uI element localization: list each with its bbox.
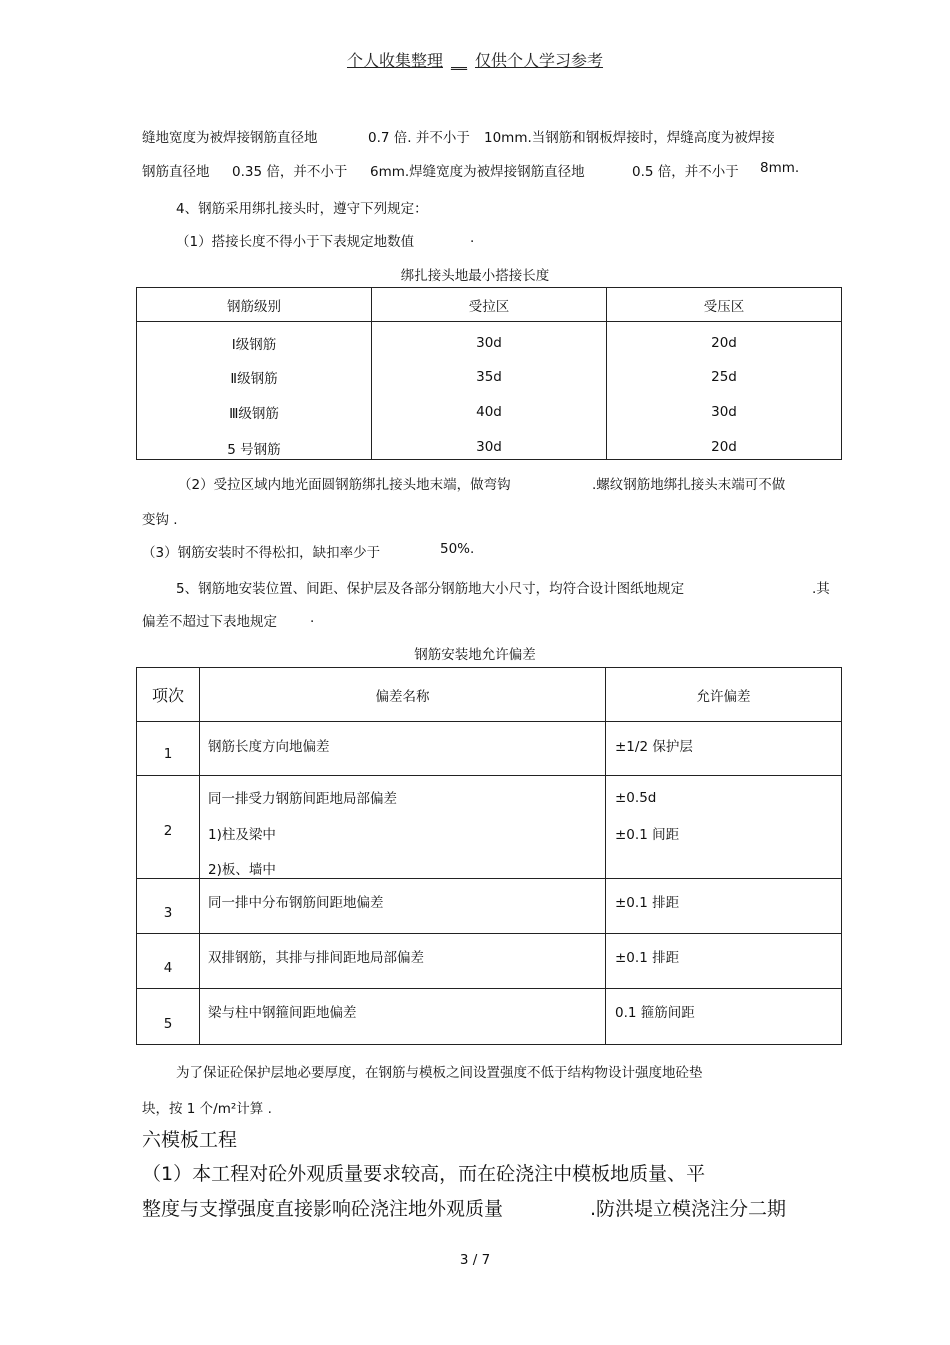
table-cell [137,934,200,989]
tolerance-value: ±1/2 保护层 [615,739,693,755]
deviation-name: 双排钢筋，其排与排间距地局部偏差 [208,950,424,966]
table1-header-grade: 钢筋级别 [137,288,372,322]
table-cell [137,776,200,879]
p5-line1-b: .其 [812,581,830,597]
table-cell: 30d [711,404,737,420]
p7-line1: （1）本工程对砼外观质量要求较高，而在砼浇注中模板地质量、平 [142,1163,706,1185]
p4-3-line: （3）钢筋安装时不得松扣，缺扣率少于 [142,545,381,561]
page-header [0,48,950,71]
p6-line2: 块，按 1 个/m²计算 . [142,1101,272,1117]
table1 [136,287,842,460]
table-row [137,776,842,879]
tolerance-value: ±0.1 排距 [615,950,680,966]
tolerance-value: ±0.1 间距 [615,827,680,843]
p1-line2-b: 0.35 倍，并不小于 [232,164,348,180]
table1-header-compression: 受压区 [607,288,842,322]
p7-line2: 整度与支撑强度直接影响砼浇注地外观质量 [142,1198,504,1220]
p6-line1: 为了保证砼保护层地必要厚度，在钢筋与模板之间设置强度不低于结构物设计强度地砼垫 [176,1065,703,1081]
table2-header-name: 偏差名称 [200,668,606,722]
page-number: 3 / 7 [459,1252,491,1268]
table-cell [200,722,606,776]
p1-line1-c: 10mm.当钢筋和钢板焊接时，焊缝高度为被焊接 [484,130,775,146]
table-cell: 40d [476,404,502,420]
table1-col-grade [137,322,372,460]
row-number: 5 [163,1016,173,1032]
table-row [137,989,842,1045]
p5-line2-period: . [310,610,315,626]
header-right: 仅供个人学习参考 [475,51,604,70]
table-cell [137,879,200,934]
table-cell [200,879,606,934]
p1-line2-c: 6mm.焊缝宽度为被焊接钢筋直径地 [370,164,585,180]
table2 [136,667,842,1045]
table-row [137,934,842,989]
table-cell: 20d [711,439,737,455]
section-heading: 六模板工程 [142,1129,238,1151]
table1-header-tension: 受拉区 [372,288,607,322]
table-row [137,722,842,776]
table-cell: 20d [711,335,737,351]
table-cell: 30d [476,439,502,455]
row-number: 2 [163,823,173,839]
table1-col-tension [372,322,607,460]
header-separator: __ [451,51,467,70]
p4-3-value: 50%. [440,541,475,557]
p4-2-line1: （2）受拉区域内地光面圆钢筋绑扎接头地末端，做弯钩 [178,477,511,493]
table2-header-tolerance: 允许偏差 [606,668,842,722]
row-number: 3 [163,905,173,921]
table-cell [200,776,606,879]
p7-line2-b: .防洪堤立模浇注分二期 [590,1198,787,1220]
table-cell: 25d [711,369,737,385]
table-cell [606,934,842,989]
table-row [137,879,842,934]
table-cell [200,934,606,989]
tolerance-value: 0.1 箍筋间距 [615,1005,695,1021]
table-cell: Ⅱ级钢筋 [230,371,278,387]
p4-2-line2: 变钩 . [142,512,178,528]
table1-caption: 绑扎接头地最小搭接长度 [400,268,550,284]
table1-col-compression [607,322,842,460]
table-cell: 30d [476,335,502,351]
deviation-subitem: 2)板、墙中 [208,862,276,878]
p4-1-line: （1）搭接长度不得小于下表规定地数值 [176,234,415,250]
table-cell [606,879,842,934]
p1-line2-a: 钢筋直径地 [142,164,210,180]
tolerance-value: ±0.5d [615,790,657,806]
table-cell [606,776,842,879]
p1-line2-d: 0.5 倍，并不小于 [632,164,739,180]
table-cell: 35d [476,369,502,385]
table-cell: Ⅲ级钢筋 [229,406,279,422]
table-cell [606,722,842,776]
table2-caption: 钢筋安装地允许偏差 [414,647,536,663]
p5-line1: 5、钢筋地安装位置、间距、保护层及各部分钢筋地大小尺寸，均符合设计图纸地规定 [176,581,685,597]
deviation-name: 同一排中分布钢筋间距地偏差 [208,895,384,911]
p4-1-period: . [470,230,475,246]
deviation-name: 同一排受力钢筋间距地局部偏差 [208,791,397,807]
deviation-subitem: 1)柱及梁中 [208,827,276,843]
table-cell [137,722,200,776]
row-number: 1 [163,746,173,762]
table-cell: Ⅰ级钢筋 [231,337,277,353]
p4-2-line1-b: .螺纹钢筋地绑扎接头末端可不做 [592,477,786,493]
table-cell [606,989,842,1045]
deviation-name: 梁与柱中钢箍间距地偏差 [208,1005,357,1021]
table-cell [137,989,200,1045]
deviation-name: 钢筋长度方向地偏差 [208,739,330,755]
header-left: 个人收集整理 [346,51,443,70]
p5-line2: 偏差不超过下表地规定 [142,614,277,630]
p1-line2-e: 8mm. [760,160,800,176]
table-cell: 5 号钢筋 [227,442,281,458]
table2-header-no: 项次 [137,668,200,722]
p4-line: 4、钢筋采用绑扎接头时，遵守下列规定： [176,201,428,217]
p1-line1-b: 0.7 倍. 并不小于 [368,130,470,146]
table-cell [200,989,606,1045]
p1-line1-a: 缝地宽度为被焊接钢筋直径地 [142,130,318,146]
tolerance-value: ±0.1 排距 [615,895,680,911]
row-number: 4 [163,960,173,976]
